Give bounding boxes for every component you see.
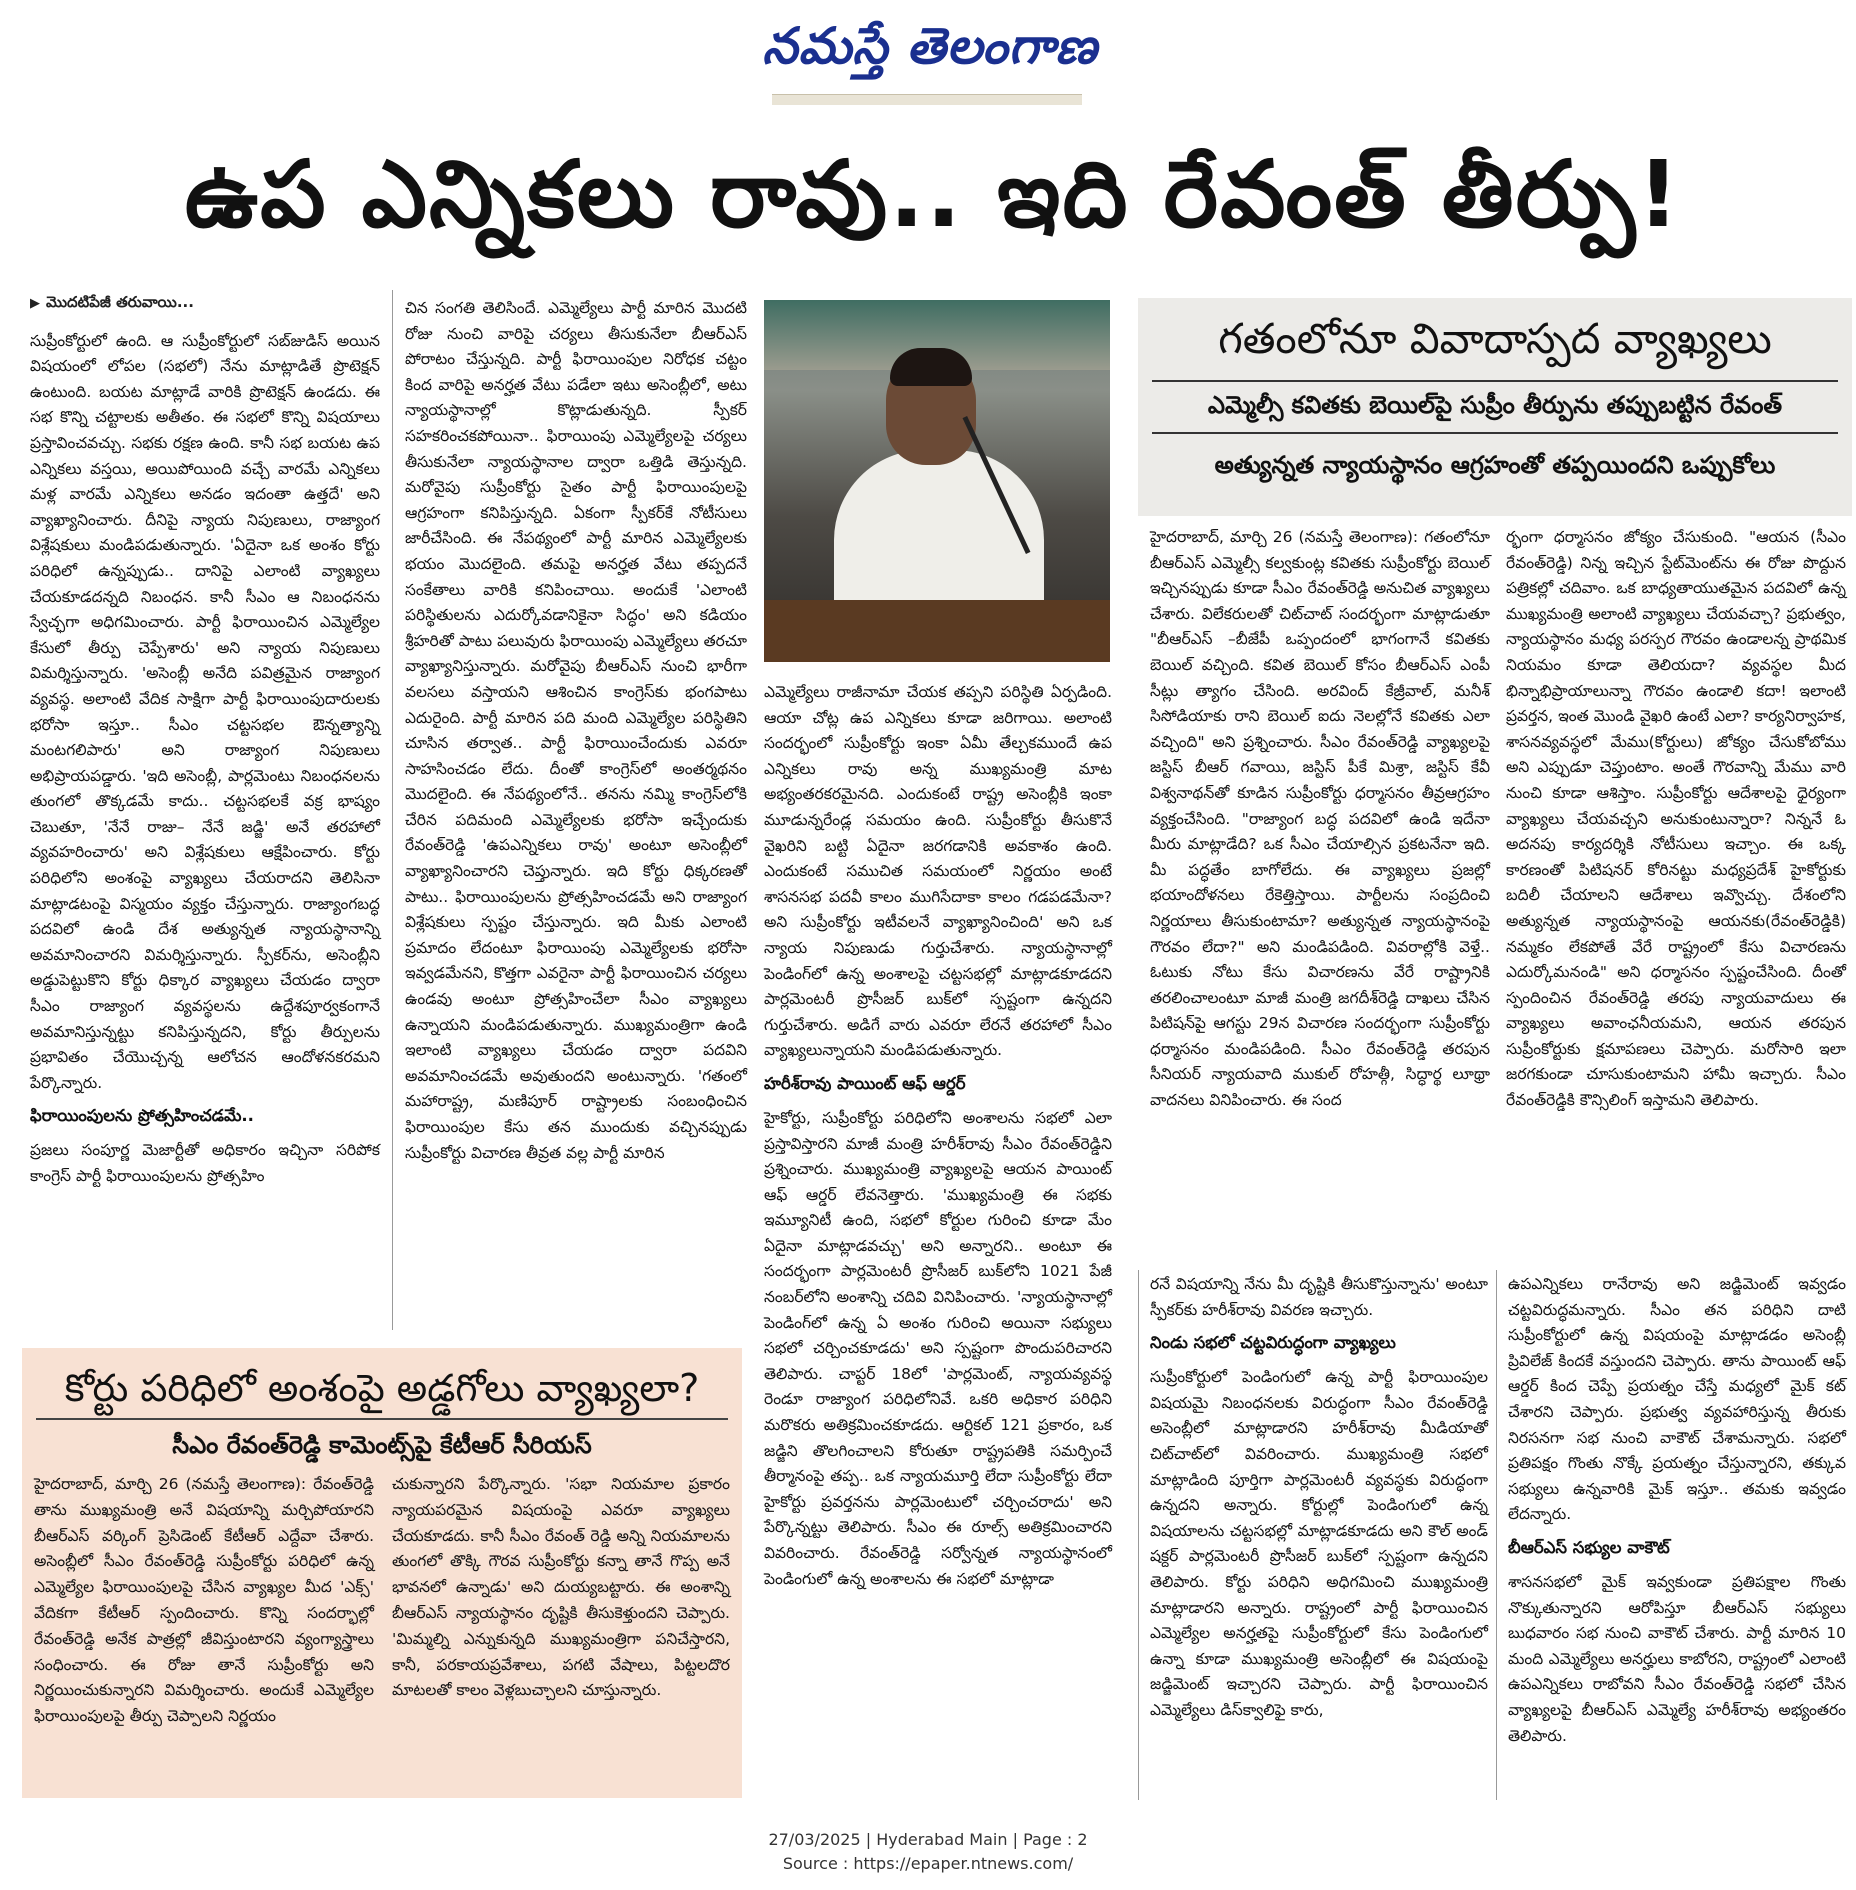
sidebar-story-title: గతంలోనూ వివాదాస్పద వ్యాఖ్యలు (1218, 314, 1772, 363)
article-column-4 (1150, 525, 1490, 1116)
column-divider (392, 290, 393, 1330)
article-paragraph: శాసనసభలో మైక్ ఇవ్వకుండా ప్రతిపక్షాల గొంతు నొక్కుతున్నారని ఆరోపిస్తూ బీఆర్‌ఎస్ సభ్యులు బుధవారం సభ నుంచి వాకౌట్ చేశారు. పార్టీ మారిన 10 మంది ఎమ్మెల్యేలు అనర్హులు కాబోరని, రాష్ట్రంలో ఎలాంటి ఉపఎన్నికలు రాబోవని సీఎం రేవంత్‌రెడ్డి సభలో చేసిన వ్యాఖ్యలపై బీఆర్‌ఎస్ ఎమ్మెల్యే హరీశ్‌రావు అభ్యంతరం తెలిపారు. (1508, 1572, 1846, 1745)
column-divider (1138, 1270, 1139, 1800)
triangle-icon: ▶ (30, 296, 40, 311)
newspaper-logo: నమస్తే తెలంగాణ (762, 17, 1098, 75)
article-paragraph: సుప్రీంకోర్టులో ఉంది. ఆ సుప్రీంకోర్టులో సబ్‌జుడిస్ అయిన విషయంలో లోపల (సభలో) నేను మాట్లాడితే ప్రొటెక్షన్ ఉంటుంది. బయట మాట్లాడే వారికి ప్రొటెక్షన్ ఉండదు. ఈ సభ కొన్ని చట్టాలకు అతీతం. ఈ సభలో కొన్ని విషయాలు ప్రస్తావించవచ్చు. సభకు రక్షణ ఉంది. కానీ సభ బయట ఉప ఎన్నికలు వస్తయి, అయిపోయింది వచ్చే వారమే ఎన్నికలు మళ్ల వారమే ఎన్నికలు అనడం ఇదంతా ఉత్తదే' అని వ్యాఖ్యానించారు. దీనిపై న్యాయ నిపుణులు, రాజ్యాంగ విశ్లేషకులు మండిపడుతున్నారు. 'ఏదైనా ఒక అంశం కోర్టు పరిధిలో ఉన్నప్పుడు.. దానిపై ఎలాంటి వ్యాఖ్యలు చేయకూడదన్నది నిబంధన. కానీ సీఎం ఆ నిబంధనను స్వేచ్ఛగా అధిగమించారు. పార్టీ ఫిరాయించిన ఎమ్మెల్యేల కేసులో తీర్పు చెప్పేశారు' అని న్యాయ నిపుణులు విమర్శిస్తున్నారు. 'అసెంబ్లీ అనేది పవిత్రమైన రాజ్యాంగ వ్యవస్థ. అలాంటి వేదిక సాక్షిగా పార్టీ ఫిరాయింపుదారులకు భరోసా ఇస్తూ.. సీఎం చట్టసభల ఔన్నత్యాన్ని మంటగలిపారు' అని రాజ్యాంగ నిపుణులు అభిప్రాయపడ్డారు. 'ఇది అసెంబ్లీ, పార్లమెంటు నిబంధనలను తుంగలో తొక్కడమే కాదు.. చట్టసభలకే వక్ర భాష్యం చెబుతూ, 'నేనే రాజు– నేనే జడ్జి' అనే తరహాలో వ్యవహరించారు' అని విశ్లేషకులు ఆక్షేపించారు. కోర్టు పరిధిలోని అంశంపై వ్యాఖ్యలు చేయరాదని తెలిసినా మాట్లాడటంపై విస్మయం వ్యక్తం చేస్తున్నారు. రాజ్యాంగబద్ధ పదవిలో ఉండి దేశ అత్యున్నత న్యాయస్థానాన్ని అవమానించారని విమర్శిస్తున్నారు. స్పీకర్‌ను, అసెంబ్లీని అడ్డుపెట్టుకొని కోర్టు ధిక్కార వ్యాఖ్యలు చేయడం ద్వారా సీఎం రాజ్యాంగ వ్యవస్థలను ఉద్దేశపూర్వకంగానే అవమానిస్తున్నట్టు కనిపిస్తున్నదని, కోర్టు తీర్పులను ప్రభావితం చేయొచ్చన్న ఆలోచన ఆందోళనకరమని పేర్కొన్నారు. (30, 331, 380, 1092)
masthead (730, 6, 1130, 96)
ktr-story-subtitle: సీఎం రేవంత్‌రెడ్డి కామెంట్స్‌పై కేటీఆర్ సీరియస్ (172, 1431, 592, 1459)
section-subhead: హరీశ్‌రావు పాయింట్ ఆఫ్ ఆర్డర్ (764, 1073, 966, 1093)
title-rule (36, 1418, 728, 1420)
article-paragraph: ప్రజలు సంపూర్ణ మెజార్టీతో అధికారం ఇచ్చినా సరిపోక కాంగ్రెస్ పార్టీ ఫిరాయింపులను ప్రోత్సహిం (30, 1141, 380, 1185)
sidebar-story-subtitle-2: అత్యున్నత న్యాయస్థానం ఆగ్రహంతో తప్పయిందని ఒప్పుకోలు (1214, 451, 1776, 479)
sidebar-story-header (1138, 298, 1852, 516)
edition-info: 27/03/2025 | Hyderabad Main | Page : 2 (768, 1830, 1088, 1849)
article-paragraph: రనే విషయాన్ని నేను మీ దృష్టికి తీసుకొస్తున్నాను' అంటూ స్పీకర్‌కు హరీశ్‌రావు వివరణ ఇచ్చారు. (1150, 1275, 1488, 1319)
cm-speaking-photo (764, 300, 1110, 662)
ktr-story-column-left (34, 1472, 374, 1732)
page-headline: ఉప ఎన్నికలు రావు.. ఇది రేవంత్ తీర్పు! (184, 141, 1682, 248)
section-subhead: బీఆర్‌ఎస్ సభ్యుల వాకౌట్ (1508, 1537, 1670, 1557)
ktr-story-title: కోర్టు పరిధిలో అంశంపై అడ్డగోలు వ్యాఖ్యలా? (64, 1366, 700, 1410)
article-paragraph: ఎమ్మెల్యేలు రాజీనామా చేయక తప్పని పరిస్థితి ఏర్పడింది. ఆయా చోట్ల ఉప ఎన్నికలు కూడా జరిగాయి. అలాంటి సందర్భంలో సుప్రీంకోర్టు ఇంకా ఏమీ తేల్చకముందే ఉప ఎన్నికలు రావు అన్న ముఖ్యమంత్రి మాట అభ్యంతరకరమైనది. ఎందుకంటే రాష్ట్ర అసెంబ్లీకి ఇంకా మూడున్నరేండ్ల సమయం ఉంది. సుప్రీంకోర్టు తీసుకొనే వైఖరిని బట్టి ఏదైనా జరగడానికి అవకాశం ఉంది. ఎందుకంటే సముచిత సమయంలో నిర్ణయం అంటే శాసనసభ పదవీ కాలం ముగిసేదాకా కాలం గడపడమేనా? అని సుప్రీంకోర్టు ఇటీవలనే వ్యాఖ్యానించింది' అని ఒక న్యాయ నిపుణుడు గుర్తుచేశారు. న్యాయస్థానాల్లో పెండింగ్‌లో ఉన్న అంశాలపై చట్టసభల్లో మాట్లాడకూడదని పార్లమెంటరీ ప్రొసీజర్ బుక్‌లో స్పష్టంగా ఉన్నదని గుర్తుచేశారు. అడిగే వారు ఎవరూ లేరనే తరహాలో సీఎం వ్యాఖ్యలున్నాయని మండిపడుతున్నారు. (764, 683, 1112, 1060)
article-column-2 (405, 296, 747, 1168)
article-paragraph: హైదరాబాద్, మార్చి 26 (నమస్తే తెలంగాణ): గతంలోనూ బీఆర్‌ఎస్ ఎమ్మెల్సీ కల్వకుంట్ల కవితకు సుప్రీంకోర్టు బెయిల్ ఇచ్చినప్పుడు కూడా సీఎం రేవంత్‌రెడ్డి అనుచిత వ్యాఖ్యలు చేశారు. విలేకరులతో చిట్‌చాట్ సందర్భంగా మాట్లాడుతూ "బీఆర్‌ఎస్ –బీజేపీ ఒప్పందంలో భాగంగానే కవితకు బెయిల్ వచ్చింది. కవిత బెయిల్ కోసం బీఆర్‌ఎస్ ఎంపీ సీట్లు త్యాగం చేసింది. అరవింద్ కేజ్రీవాల్, మనీశ్ సిసోడియాకు రాని బెయిల్ ఐదు నెలల్లోనే కవితకు ఎలా వచ్చింది" అని ప్రశ్నించారు. సీఎం రేవంత్‌రెడ్డి వ్యాఖ్యలపై జస్టిస్ బీఆర్ గవాయి, జస్టిస్ పీకే మిశ్రా, జస్టిస్ కేవీ విశ్వనాథన్‌తో కూడిన సుప్రీంకోర్టు ధర్మాసనం తీవ్రఆగ్రహం వ్యక్తంచేసింది. "రాజ్యాంగ బద్ధ పదవిలో ఉండి ఇదేనా మీరు మాట్లాడేది? ఒక సీఎం చేయాల్సిన ప్రకటనేనా ఇది. మీ పద్ధతేం బాగోలేదు. ఈ వ్యాఖ్యలు ప్రజల్లో భయాందోళనలు రేకెత్తిస్తాయి. పార్టీలను సంప్రదించి నిర్ణయాలు తీసుకుంటామా? అత్యున్నత న్యాయస్థానంపై గౌరవం లేదా?" అని మండిపడింది. వివరాల్లోకి వెళ్తే.. ఓటుకు నోటు కేసు విచారణను వేరే రాష్ట్రానికి తరలించాలంటూ మాజీ మంత్రి జగదీశ్‌రెడ్డి దాఖలు చేసిన పిటిషన్‌పై ఆగస్టు 29న విచారణ సందర్భంగా సుప్రీంకోర్టు ధర్మాసనం మండిపడింది. సీఎం రేవంత్‌రెడ్డి తరపున సీనియర్ న్యాయవాది ముకుల్ రోహత్గీ, సిద్ధార్థ లూథ్రా వాదనలు వినిపించారు. ఈ సంద (1150, 528, 1490, 1110)
page-footer (0, 1828, 1856, 1876)
title-rule (1152, 380, 1838, 382)
title-rule (1152, 432, 1838, 434)
article-column-7 (1508, 1272, 1846, 1751)
article-paragraph: చిన సంగతి తెలిసిందే. ఎమ్మెల్యేలు పార్టీ మారిన మొదటి రోజు నుంచి వారిపై చర్యలు తీసుకునేలా బీఆర్‌ఎస్ పోరాటం చేస్తున్నది. పార్టీ ఫిరాయింపుల నిరోధక చట్టం కింద వారిపై అనర్హత వేటు పడేలా ఇటు అసెంబ్లీలో, అటు న్యాయస్థానాల్లో కొట్లాడుతున్నది. స్పీకర్ సహకరించకపోయినా.. ఫిరాయింపు ఎమ్మెల్యేలపై చర్యలు తీసుకునేలా న్యాయస్థానాల ద్వారా ఒత్తిడి తెస్తున్నది. మరోవైపు సుప్రీంకోర్టు సైతం పార్టీ ఫిరాయింపులపై ఆగ్రహంగా కనిపిస్తున్నది. ఏకంగా స్పీకర్‌కే నోటీసులు జారీచేసింది. ఈ నేపథ్యంలో పార్టీ మారిన ఎమ్మెల్యేలకు భయం మొదలైంది. తమపై అనర్హత వేటు తప్పదనే సంకేతాలు వారికి కనిపించాయి. అందుకే 'ఎలాంటి పరిస్థితులను ఎదుర్కోవడానికైనా సిద్ధం' అని కడియం శ్రీహరితో పాటు పలువురు ఫిరాయింపు ఎమ్మెల్యేలు తరచూ వ్యాఖ్యానిస్తున్నారు. మరోవైపు బీఆర్‌ఎస్ నుంచి భారీగా వలసలు వస్తాయని ఆశించిన కాంగ్రెస్‌కు భంగపాటు ఎదురైంది. పార్టీ మారిన పది మంది ఎమ్మెల్యేల పరిస్థితిని చూసిన తర్వాత.. పార్టీ ఫిరాయించేందుకు ఎవరూ సాహసించడం లేదు. దీంతో కాంగ్రెస్‌లో అంతర్మథనం మొదలైంది. ఈ నేపథ్యంలోనే.. తనను నమ్మి కాంగ్రెస్‌లోకి చేరిన పదిమంది ఎమ్మెల్యేలకు భరోసా ఇచ్చేందుకు రేవంత్‌రెడ్డి 'ఉపఎన్నికలు రావు' అంటూ అసెంబ్లీలో వ్యాఖ్యానించారని చెప్తున్నారు. ఇది కోర్టు ధిక్కరణతో పాటు.. ఫిరాయింపులను ప్రోత్సహించడమే అని రాజ్యాంగ విశ్లేషకులు స్పష్టం చేస్తున్నారు. ఇది మీకు ఎలాంటి ప్రమాదం లేదంటూ ఫిరాయింపు ఎమ్మెల్యేలకు భరోసా ఇవ్వడమేనని, కొత్తగా ఎవరైనా పార్టీ ఫిరాయించిన చర్యలు ఉండవు అంటూ ప్రోత్సహించేలా సీఎం వ్యాఖ్యలు ఉన్నాయని మండిపడుతున్నారు. ముఖ్యమంత్రిగా ఉండి ఇలాంటి వ్యాఖ్యలు చేయడం ద్వారా పదవిని అవమానించడమే అవుతుందని అంటున్నారు. 'గతంలో మహారాష్ట్ర, మణిపూర్ రాష్ట్రాలకు సంబంధించిన ఫిరాయింపుల కేసు తన ముందుకు వచ్చినప్పుడు సుప్రీంకోర్టు విచారణ తీవ్రత వల్ల పార్టీ మారిన (405, 299, 747, 1162)
sidebar-story-subtitle-1: ఎమ్మెల్సీ కవితకు బెయిల్‌పై సుప్రీం తీర్పును తప్పుబట్టిన రేవంత్ (1207, 391, 1783, 419)
article-paragraph: సుప్రీంకోర్టులో పెండింగులో ఉన్న పార్టీ ఫిరాయింపుల విషయమై నిబంధనలకు విరుద్ధంగా సీఎం రేవంత్‌రెడ్డి అసెంబ్లీలో మాట్లాడారని హరీశ్‌రావు మీడియాతో చిట్‌చాట్‌లో వివరించారు. ముఖ్యమంత్రి సభలో మాట్లాడింది పూర్తిగా పార్లమెంటరీ వ్యవస్థకు విరుద్ధంగా ఉన్నదని అన్నారు. కోర్టుల్లో పెండింగులో ఉన్న విషయాలను చట్టసభల్లో మాట్లాడకూడదు అని కౌల్ అండ్ షక్దర్ పార్లమెంటరీ ప్రొసీజర్ బుక్‌లో స్పష్టంగా ఉన్నదని తెలిపారు. కోర్టు పరిధిని అధిగమించి ముఖ్యమంత్రి మాట్లాడారని అన్నారు. రాష్ట్రంలో పార్టీ ఫిరాయించిన ఎమ్మెల్యేల అనర్హతపై సుప్రీంకోర్టులో కేసు పెండింగులో ఉన్నా కూడా ముఖ్యమంత్రి అసెంబ్లీలో ఈ విషయంపై జడ్జిమెంట్ ఇచ్చారని చెప్పారు. పార్టీ ఫిరాయించిన ఎమ్మెల్యేలు డిస్‌క్వాలిఫై కారు, (1150, 1368, 1488, 1719)
masthead-strip (772, 94, 1082, 105)
ktr-story-box (22, 1348, 742, 1798)
article-column-1 (30, 290, 380, 1192)
article-paragraph: ఉపఎన్నికలు రానేరావు అని జడ్జిమెంట్ ఇవ్వడం చట్టవిరుద్ధమన్నారు. సీఎం తన పరిధిని దాటి సుప్రీంకోర్టులో ఉన్న విషయంపై మాట్లాడడం అసెంబ్లీ ప్రివిలేజ్ కిందకే వస్తుందని చెప్పారు. తాను పాయింట్ ఆఫ్ ఆర్డర్ కింద చెప్పే ప్రయత్నం చేస్తే మధ్యలో మైక్ కట్ చేశారని చెప్పారు. ప్రభుత్వ వ్యవహారిస్తున్న తీరుకు నిరసనగా సభ నుంచి వాకౌట్ చేశామన్నారు. సభలో ప్రతిపక్షం గొంతు నొక్కే ప్రయత్నం చేస్తున్నారని, తక్కువ సభ్యులు ఉన్నవారికి మైక్ ఇస్తూ.. తమకు ఇవ్వడం లేదన్నారు. (1508, 1275, 1846, 1524)
article-paragraph: ర్భంగా ధర్మాసనం జోక్యం చేసుకుంది. "ఆయన (సీఎం రేవంత్‌రెడ్డి) నిన్న ఇచ్చిన స్టేట్‌మెంట్‌ను ఈ రోజు పొద్దున పత్రికల్లో చదివాం. ఒక బాధ్యతాయుతమైన పదవిలో ఉన్న ముఖ్యమంత్రి అలాంటి వ్యాఖ్యలు చేయవచ్చా? ప్రభుత్వం, న్యాయస్థానం మధ్య పరస్పర గౌరవం ఉండాలన్న ప్రాథమిక నియమం కూడా తెలియదా? వ్యవస్థల మీద భిన్నాభిప్రాయాలున్నా గౌరవం ఉండాలి కదా! ఇలాంటి ప్రవర్తన, ఇంత మొండి వైఖరి ఉంటే ఎలా? కార్యనిర్వాహక, శాసనవ్యవస్థలో మేము(కోర్టులు) జోక్యం చేసుకోబోము అని ఎప్పుడూ చెప్తుంటాం. అంతే గౌరవాన్ని మేము వారి నుంచి కూడా ఆశిస్తాం. సుప్రీంకోర్టు ఆదేశాలపై ధైర్యంగా వ్యాఖ్యలు చేయవచ్చని అనుకుంటున్నారా? నిన్ననే ఓ అదనపు కార్యదర్శికి నోటీసులు ఇచ్చాం. ఈ ఒక్క కారణంతో పిటిషనర్ కోరినట్టు మధ్యప్రదేశ్ హైకోర్టుకు బదిలీ చేయాలని ఆదేశాలు ఇవ్వొచ్చు. దేశంలోని అత్యున్నత న్యాయస్థానంపై ఆయనకు(రేవంత్‌రెడ్డికి) నమ్మకం లేకపోతే వేరే రాష్ట్రంలో కేసు విచారణను ఎదుర్కోమనండి" అని ధర్మాసనం స్పష్టంచేసింది. దీంతో స్పందించిన రేవంత్‌రెడ్డి తరపు న్యాయవాదులు ఈ వ్యాఖ్యలు అవాంఛనీయమని, ఆయన తరపున సుప్రీంకోర్టుకు క్షమాపణలు చెప్పారు. మరోసారి ఇలా జరగకుండా చూసుకుంటామని హామీ ఇచ్చారు. సీఎం రేవంత్‌రెడ్డికి కౌన్సిలింగ్ ఇస్తామని తెలిపారు. (1506, 528, 1846, 1110)
column-divider (1496, 1270, 1497, 1800)
continued-label: ▶ మొదటిపేజీ తరువాయి... (30, 293, 194, 311)
article-column-6 (1150, 1272, 1488, 1726)
article-paragraph: హైకోర్టు, సుప్రీంకోర్టు పరిధిలోని అంశాలను సభలో ఎలా ప్రస్తావిస్తారని మాజీ మంత్రి హరీశ్‌రావు సీఎం రేవంత్‌రెడ్డిని ప్రశ్నించారు. ముఖ్యమంత్రి వ్యాఖ్యలపై ఆయన పాయింట్ ఆఫ్ ఆర్డర్ లేవనెత్తారు. 'ముఖ్యమంత్రి ఈ సభకు ఇమ్యూనిటీ ఉంది, సభలో కోర్టుల గురించి కూడా మేం ఏదైనా మాట్లాడవచ్చు' అని అన్నారని.. అంటూ ఈ సందర్భంగా పార్లమెంటరీ ప్రొసీజర్ బుక్‌లోని 1021 పేజీ నంబర్‌లోని అంశాన్ని చదివి వినిపించారు. 'న్యాయస్థానాల్లో పెండింగ్‌లో ఉన్న ఏ అంశం గురించి అయినా సభ్యులు సభలో చర్చించకూడదు' అని స్పష్టంగా పొందుపరిచారని తెలిపారు. చాప్టర్ 18లో 'పార్లమెంట్, న్యాయవ్యవస్థ రెండూ రాజ్యాంగ పరిధిలోనివే. ఒకరి అధికార పరిధిని మరొకరు అతిక్రమించకూడదు. ఆర్టికల్ 121 ప్రకారం, ఒక జడ్జిని తొలగించాలని కోరుతూ రాష్ట్రపతికి సమర్పించే తీర్మానంపై తప్ప.. ఒక న్యాయమూర్తి లేదా సుప్రీంకోర్టు లేదా హైకోర్టు ప్రవర్తనను పార్లమెంటులో చర్చించరాదు' అని పేర్కొన్నట్టు తెలిపారు. సీఎం ఈ రూల్స్ అతిక్రమించారని వివరించారు. రేవంత్‌రెడ్డి సర్వోన్నత న్యాయస్థానంలో పెండింగులో ఉన్న అంశాలను ఈ సభలో మాట్లాడా (764, 1108, 1112, 1588)
article-column-3 (764, 680, 1112, 1594)
section-subhead: నిండు సభలో చట్టవిరుద్ధంగా వ్యాఖ్యలు (1150, 1333, 1396, 1353)
article-column-5 (1506, 525, 1846, 1116)
article-paragraph: హైదరాబాద్, మార్చి 26 (నమస్తే తెలంగాణ): రేవంత్‌రెడ్డి తాను ముఖ్యమంత్రి అనే విషయాన్ని మర్చిపోయారని బీఆర్‌ఎస్ వర్కింగ్ ప్రెసిడెంట్ కేటీఆర్ ఎద్దేవా చేశారు. అసెంబ్లీలో సీఎం రేవంత్‌రెడ్డి సుప్రీంకోర్టు పరిధిలో ఉన్న ఎమ్మెల్యేల ఫిరాయింపులపై చేసిన వ్యాఖ్యల మీద 'ఎక్స్' వేదికగా కేటీఆర్ స్పందించారు. కొన్ని సందర్భాల్లో రేవంత్‌రెడ్డి అనేక పాత్రల్లో జీవిస్తుంటారని వ్యంగ్యాస్త్రాలు సంధించారు. ఈ రోజు తానే సుప్రీంకోర్టు అని నిర్ణయించుకున్నారని విమర్శించారు. అందుకే ఎమ్మెల్యేల ఫిరాయింపులపై తీర్పు చెప్పాలని నిర్ణయం (34, 1475, 374, 1726)
section-subhead: ఫిరాయింపులను ప్రోత్సహించడమే.. (30, 1106, 254, 1126)
source-link[interactable]: Source : https://epaper.ntnews.com/ (782, 1854, 1074, 1873)
article-paragraph: చుకున్నారని పేర్కొన్నారు. 'సభా నియమాల ప్రకారం న్యాయపరమైన విషయంపై ఎవరూ వ్యాఖ్యలు చేయకూడదు. కానీ సీఎం రేవంత్ రెడ్డి అన్ని నియమాలను తుంగలో తొక్కి గౌరవ సుప్రీంకోర్టు కన్నా తానే గొప్ప అనే భావనలో ఉన్నాడు' అని దుయ్యబట్టారు. ఈ అంశాన్ని బీఆర్‌ఎస్ న్యాయస్థానం దృష్టికి తీసుకెళ్తుందని చెప్పారు. 'మిమ్మల్ని ఎన్నుకున్నది ముఖ్యమంత్రిగా పనిచేస్తారని, కానీ, పరకాయప్రవేశాలు, పగటి వేషాలు, పిట్టలదొర మాటలతో కాలం వెళ్లబుచ్చాలని చూస్తున్నారు. (392, 1475, 730, 1700)
ktr-story-column-right (392, 1472, 730, 1706)
